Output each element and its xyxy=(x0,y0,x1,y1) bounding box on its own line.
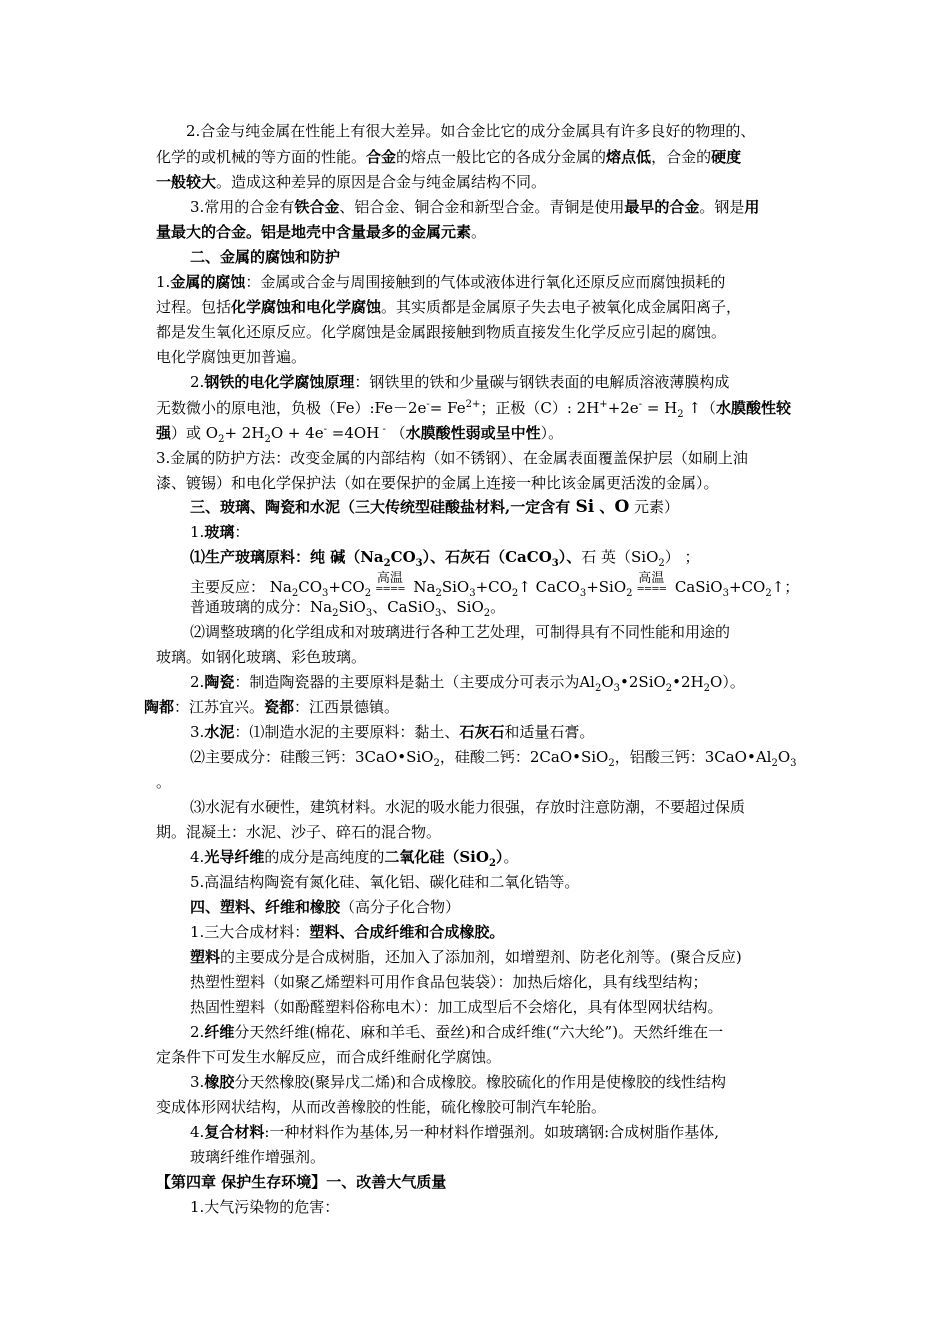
text-line: 3.水泥：⑴制造水泥的主要原料：黏土、石灰石和适量石膏。 xyxy=(190,723,595,741)
text-line: ⑵主要成分：硅酸三钙：3CaO•SiO$_2$，硅酸二钙：2CaO•SiO$_2$，铝酸三钙：$3CaO•Al_2O_3$ xyxy=(190,748,797,769)
text-line: 2.纤维分天然纤维(棉花、麻和羊毛、蚕丝)和合成纤维(“六大纶”)。天然纤维在一 xyxy=(190,1023,724,1041)
text-line: 3.金属的防护方法：改变金属的内部结构（如不锈钢）、在金属表面覆盖保护层（如刷上油 xyxy=(156,449,748,467)
reaction-condition: 高温 ==== xyxy=(636,571,667,595)
text-line: ⑴生产玻璃原料：纯 碱$(Na_2CO_3)$、石灰石（CaCO$_3$）、石 英（SiO$_2$） ； xyxy=(190,548,700,569)
text-line: 玻璃纤维作增强剂。 xyxy=(190,1148,326,1166)
text-line: 2.钢铁的电化学腐蚀原理：钢铁里的铁和少量碳与钢铁表面的电解质溶液薄膜构成 xyxy=(190,373,730,391)
text-line: 2.陶瓷：制造陶瓷器的主要原料是黏土（主要成分可表示为$Al_2O_3•2SiO_2•2H_2O$）。 xyxy=(190,673,745,694)
text-line: 塑料的主要成分是合成树脂，还加入了添加剂，如增塑剂、防老化剂等。(聚合反应) xyxy=(190,948,742,966)
text-line: 过程。包括化学腐蚀和电化学腐蚀。其实质都是金属原子失去电子被氧化成金属阳离子， xyxy=(156,298,742,316)
text-line: 4.光导纤维的成分是高纯度的二氧化硅（SiO$_2$）。 xyxy=(190,848,519,869)
reaction-condition: 高温 ==== xyxy=(375,571,405,595)
text-line: ⑶水泥有水硬性，建筑材料。水泥的吸水能力很强，存放时注意防潮，不要超过保质 xyxy=(190,798,746,816)
text-line: ⑵调整玻璃的化学组成和对玻璃进行各种工艺处理，可制得具有不同性能和用途的 xyxy=(190,623,731,641)
section-heading: 二、金属的腐蚀和防护 xyxy=(190,248,341,266)
text-line: 一般较大。造成这种差异的原因是合金与纯金属结构不同。 xyxy=(156,173,547,191)
chapter-heading: 【第四章 保护生存环境】一、改善大气质量 xyxy=(156,1173,447,1191)
text-line: 1.三大合成材料：塑料、合成纤维和合成橡胶。 xyxy=(190,923,505,941)
text-line: 热固性塑料（如酚醛塑料俗称电木）：加工成型后不会熔化，具有体型网状结构。 xyxy=(190,998,723,1016)
text-line: 5.高温结构陶瓷有氮化硅、氧化铝、碳化硅和二氧化锆等。 xyxy=(190,873,580,891)
text-line: 化学的或机械的等方面的性能。合金的熔点一般比它的各成分金属的熔点低，合金的硬度 xyxy=(156,148,742,166)
text-line: 期。混凝土：水泥、沙子、碎石的混合物。 xyxy=(156,823,442,841)
reaction-line: 主要反应： $Na_2CO_3+CO_2$ 高温 ==== $Na_2SiO_3+CO_2↑$ CaCO$_3$+SiO$_2$ 高温 ==== $CaSiO_3+CO_2↑$； xyxy=(190,571,800,599)
text-line: 变成体形网状结构，从而改善橡胶的性能，硫化橡胶可制汽车轮胎。 xyxy=(156,1098,607,1116)
text-line: 3.橡胶分天然橡胶(聚异戊二烯)和合成橡胶。橡胶硫化的作用是使橡胶的线性结构 xyxy=(190,1073,727,1091)
text-line: 普通玻璃的成分：$Na_2SiO_3$、CaSiO$_3$、SiO$_2$。 xyxy=(190,598,506,619)
text-line: 2.合金与纯金属在性能上有很大差异。如合金比它的成分金属具有许多良好的物理的、 xyxy=(186,122,756,140)
text-line: 1.玻璃： xyxy=(190,523,250,541)
text-line: 。 xyxy=(156,773,172,791)
text-line: 热塑性塑料（如聚乙烯塑料可用作食品包装袋）：加热后熔化，具有线型结构； xyxy=(190,973,708,991)
section-heading: 四、塑料、纤维和橡胶（高分子化合物） xyxy=(190,898,461,916)
text-line: 1.金属的腐蚀：金属或合金与周围接触到的气体或液体进行氧化还原反应而腐蚀损耗的 xyxy=(156,273,726,291)
text-line: 强）或 $O_2+ 2H_2O + 4e^- =4OH$ - （水膜酸性弱或呈中性）。 xyxy=(156,424,564,445)
text-line: 无数微小的原电池，负极（Fe）:Fe－2e-= $Fe^{2+}$；正极（C）: $2H^++2e^- = H_2$ ↑（水膜酸性较 xyxy=(156,399,791,420)
text-line: 量最大的合金。铝是地壳中含量最多的金属元素。 xyxy=(156,223,487,241)
text-line: 定条件下可发生水解反应，而合成纤维耐化学腐蚀。 xyxy=(156,1048,502,1066)
text-line: 漆、镀锡）和电化学保护法（如在要保护的金属上连接一种比该金属更活泼的金属）。 xyxy=(156,474,719,492)
text-line: 3.常用的合金有铁合金、铝合金、铜合金和新型合金。青铜是使用最早的合金。钢是用 xyxy=(190,198,760,216)
text-line: 玻璃。如钢化玻璃、彩色玻璃。 xyxy=(156,648,367,666)
text-line: 都是发生氧化还原反应。化学腐蚀是金属跟接触到物质直接发生化学反应引起的腐蚀。 xyxy=(156,323,727,341)
text-line: 4.复合材料:一种材料作为基体,另一种材料作增强剂。如玻璃钢:合成树脂作基体, xyxy=(190,1123,719,1141)
text-line: 1.大气污染物的危害： xyxy=(190,1198,340,1216)
section-heading: 三、玻璃、陶瓷和水泥（三大传统型硅酸盐材料,一定含有 Si 、O 元素） xyxy=(190,497,680,517)
text-line: 陶都：江苏宜兴。瓷都：江西景德镇。 xyxy=(144,698,400,716)
text-line: 电化学腐蚀更加普遍。 xyxy=(156,348,307,366)
